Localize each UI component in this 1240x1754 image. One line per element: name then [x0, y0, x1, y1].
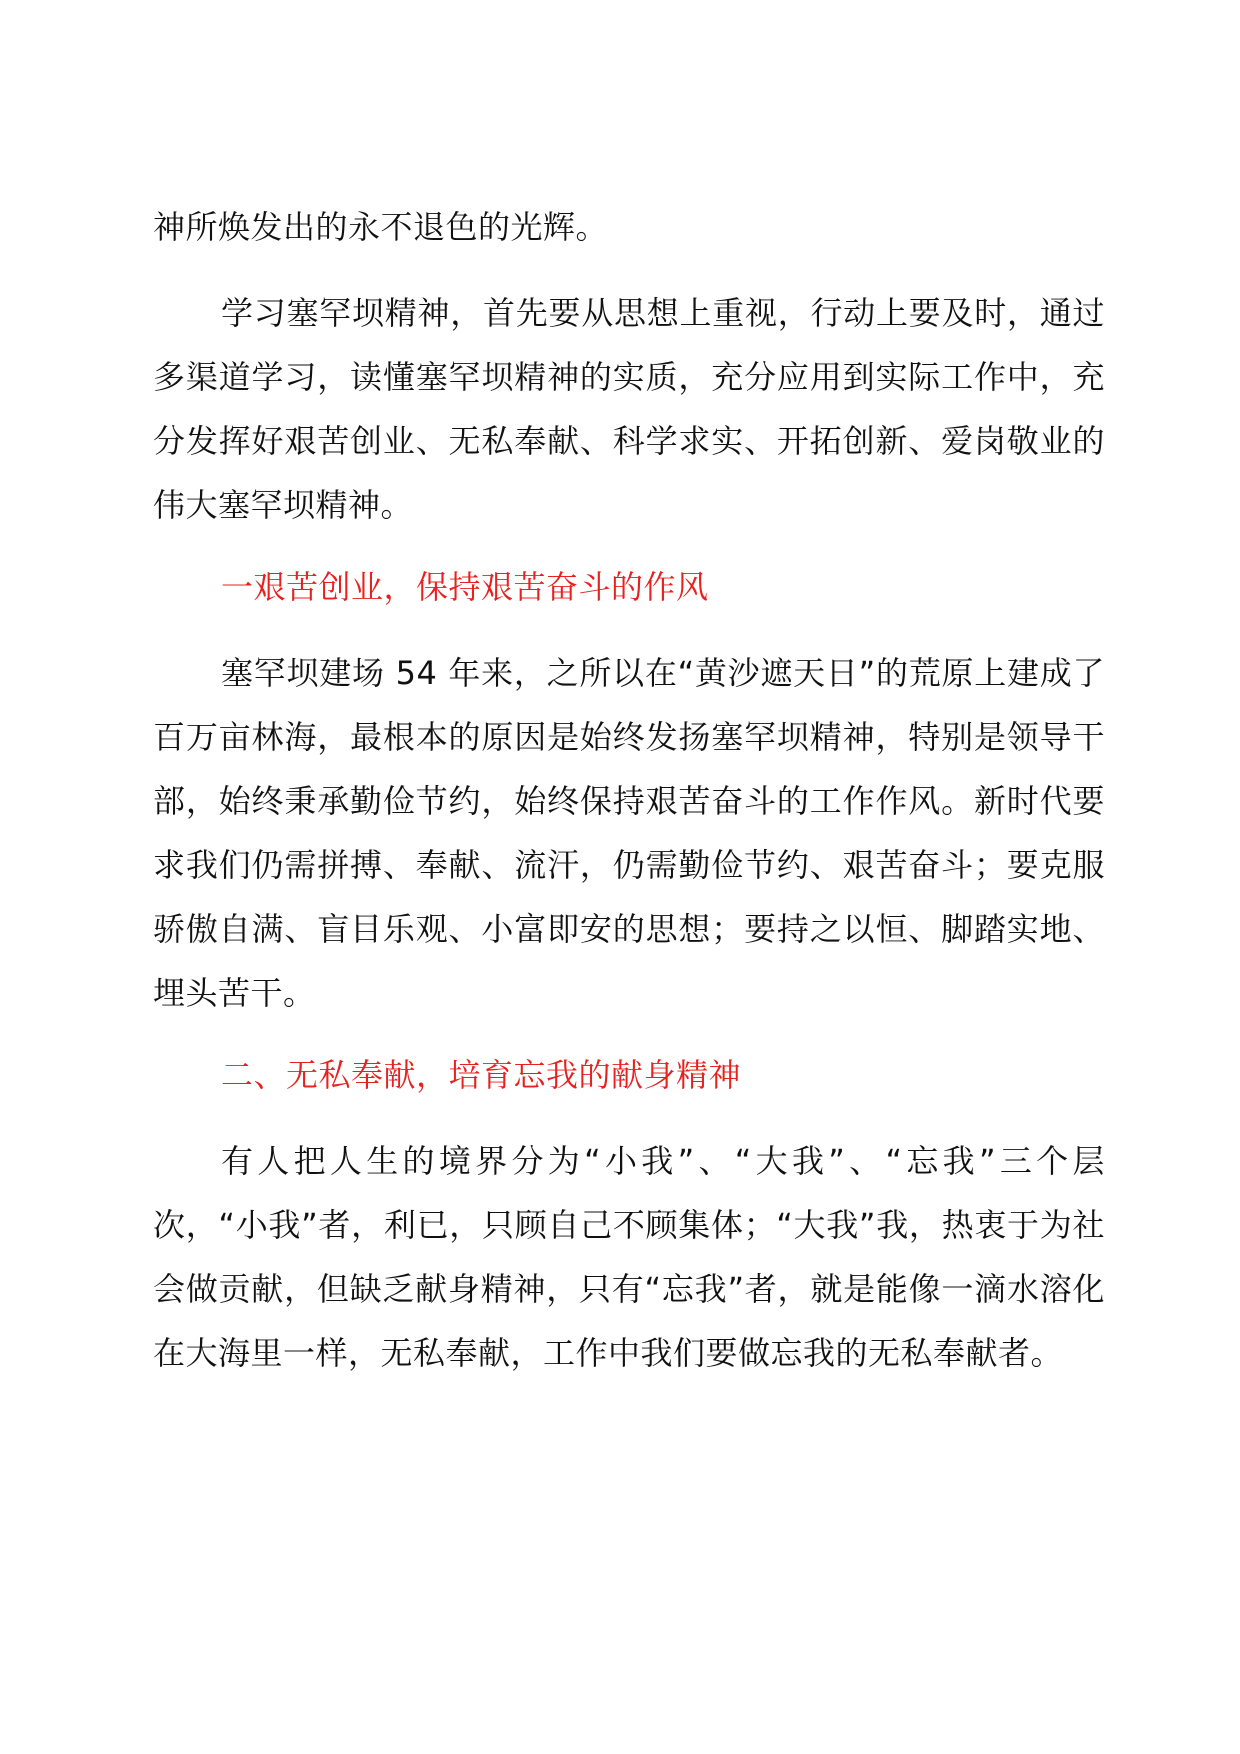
paragraph-continuation: 神所焕发出的永不退色的光辉。: [153, 208, 609, 246]
paragraph-intro: 学习塞罕坝精神，首先要从思想上重视，行动上要及时，通过多渠道学习，读懂塞罕坝精神的实质，充分应用到实际工作中，充分发挥好艰苦创业、无私奉献、科学求实、开拓创新、爱岗敬业的伟大塞罕坝精神。: [153, 294, 1105, 524]
section-heading-1: 一艰苦创业，保持艰苦奋斗的作风: [221, 568, 709, 606]
section-heading-2: 二、无私奉献，培育忘我的献身精神: [221, 1056, 742, 1094]
paragraph-section-1: 塞罕坝建场 54 年来，之所以在“黄沙遮天日”的荒原上建成了百万亩林海，最根本的原因是始终发扬塞罕坝精神，特别是领导干部，始终秉承勤俭节约，始终保持艰苦奋斗的工作作风。新时代要求我们仍需拼搏、奉献、流汗，仍需勤俭节约、艰苦奋斗；要克服骄傲自满、盲目乐观、小富即安的思想；要持之以恒、脚踏实地、埋头苦干。: [153, 654, 1105, 1012]
document-body: [153, 195, 1105, 1387]
paragraph-section-2: 有人把人生的境界分为“小我”、“大我”、“忘我”三个层次，“小我”者，利已，只顾自己不顾集体；“大我”我，热衷于为社会做贡献，但缺乏献身精神，只有“忘我”者，就是能像一滴水溶化在大海里一样，无私奉献，工作中我们要做忘我的无私奉献者。: [153, 1142, 1105, 1372]
